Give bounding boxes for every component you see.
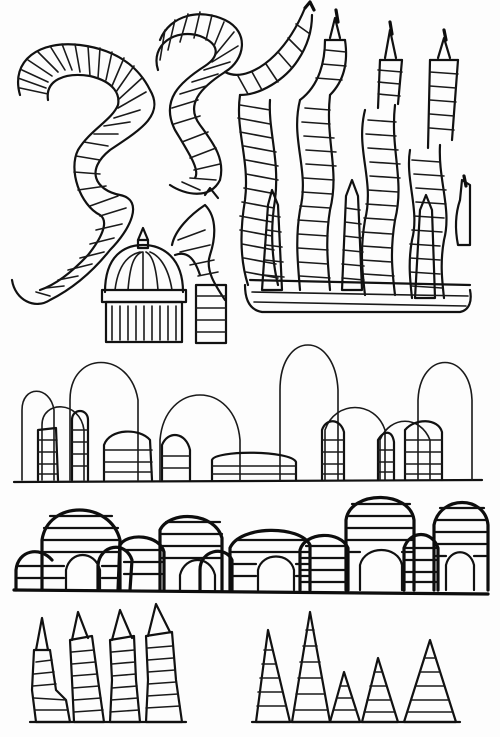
dome-row-stripes	[18, 504, 486, 582]
cone-stripes	[257, 630, 452, 712]
right-tower-cluster	[238, 10, 471, 312]
upper-right-snake	[225, 2, 314, 95]
dome-row-bold	[14, 498, 488, 595]
serpentine-towers-section	[12, 2, 471, 343]
small-winding-tower	[172, 188, 226, 343]
leaning-towers	[30, 604, 186, 722]
striped-cones	[252, 612, 460, 722]
left-serpentine-tube	[12, 44, 154, 304]
middle-serpentine-tube	[156, 12, 241, 194]
left-tube-stripes	[18, 44, 146, 296]
arch-row-outline	[14, 345, 482, 482]
